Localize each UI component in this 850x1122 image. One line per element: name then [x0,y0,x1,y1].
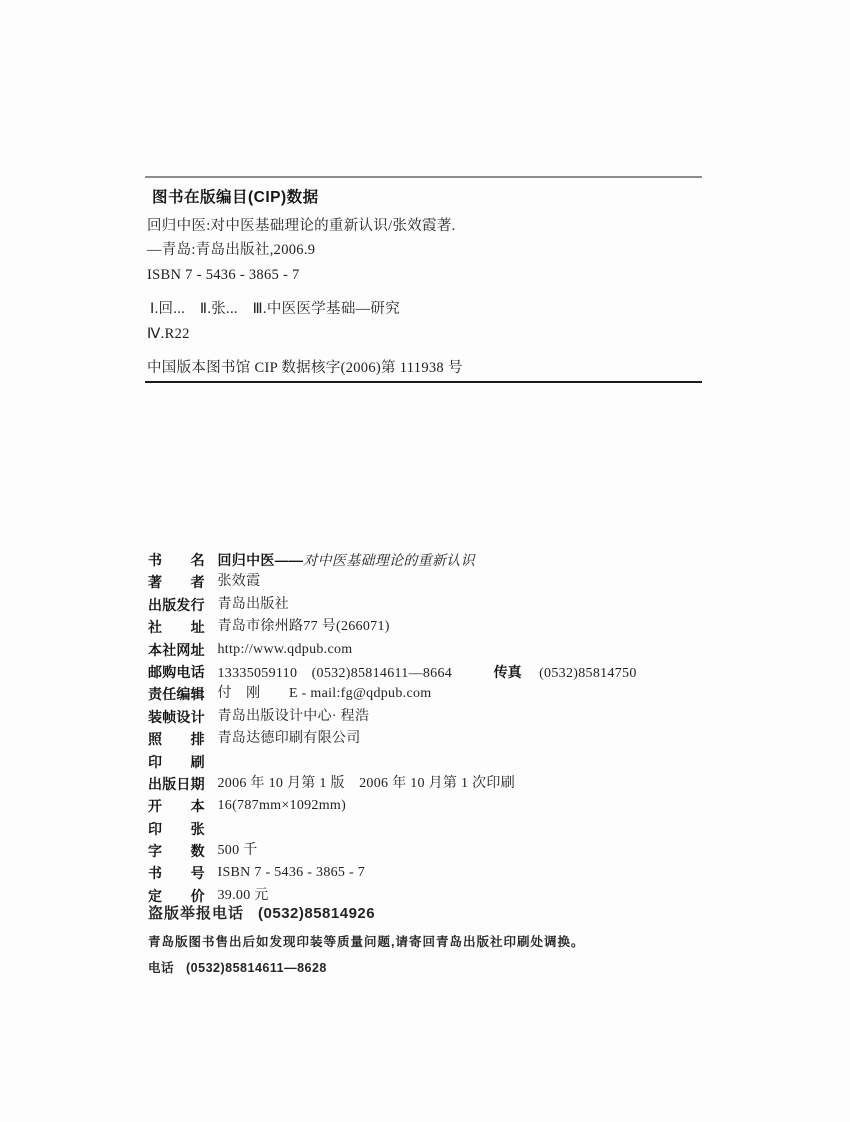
cip-heading: 图书在版编目(CIP)数据 [152,189,319,206]
row-mail-order-phone [148,661,768,683]
row-value: 39.00 元 [217,887,269,903]
row-value: ISBN 7 - 5436 - 3865 - 7 [217,865,366,881]
row-value: 13335059110 (0532)85814611—8664 [217,665,453,681]
row-value: 16(787mm×1092mm) [217,798,347,814]
row-typesetting [148,728,768,750]
row-label: 印 刷 [148,753,205,770]
piracy-hotline-line [148,902,768,923]
row-design [148,706,768,728]
row-word-count [148,840,768,862]
row-label: 本社网址 [148,641,205,658]
row-label: 社 址 [148,619,205,636]
cip-publisher-line: —青岛:青岛出版社,2006.9 [147,242,316,258]
row-address [148,616,768,638]
footer-phone-number: (0532)85814611—8628 [186,961,327,975]
top-divider-rule [145,176,702,178]
footer-phone-label: 电话 [148,961,175,975]
row-value: 2006 年 10 月第 1 版 2006 年 10 月第 1 次印刷 [217,775,515,791]
row-publisher [148,594,768,616]
row-sheets [148,818,768,840]
fax-number: (0532)85814750 [539,665,637,681]
row-book-title [148,549,768,571]
row-label: 印 张 [148,820,205,837]
row-label: 书 名 [148,552,205,568]
cip-title-line: 回归中医:对中医基础理论的重新认识/张效霞著. [147,217,456,234]
row-value: 青岛市徐州路77 号(266071) [217,619,390,635]
footer-phone-line [148,958,768,976]
cip-data-block [147,186,707,381]
row-value: 青岛出版设计中心· 程浩 [217,708,370,724]
footer-block [148,902,768,976]
cip-isbn-line: ISBN 7 - 5436 - 3865 - 7 [147,266,300,283]
row-format [148,795,768,817]
row-label: 出版日期 [148,775,205,792]
piracy-hotline-label: 盗版举报电话 [148,905,245,922]
row-value: 青岛出版社 [217,596,289,612]
row-label: 邮购电话 [148,663,205,680]
row-publication-date [148,773,768,795]
cip-index-line: Ⅰ.回... Ⅱ.张... Ⅲ.中医医学基础—研究 [150,301,401,317]
row-label: 书 号 [148,865,205,882]
publication-info-list [148,549,768,907]
book-title-main: 回归中医—— [217,552,304,568]
book-title-subtitle: 对中医基础理论的重新认识 [303,554,475,569]
row-value: 青岛达德印刷有限公司 [217,731,361,747]
cip-index-line2: Ⅳ.R22 [147,325,190,342]
bottom-divider-rule [145,381,702,383]
row-label: 照 排 [148,731,205,748]
row-author [148,571,768,593]
row-value: 张效霞 [217,574,261,590]
row-value [218,554,475,569]
row-label: 定 价 [148,887,205,904]
row-label: 出版发行 [148,596,205,613]
website-url: http://www.qdpub.com [217,641,353,657]
row-website [148,639,768,661]
row-value: 500 千 [217,843,258,859]
row-label: 字 数 [148,843,205,860]
row-printing [148,751,768,773]
piracy-hotline-number: (0532)85814926 [258,905,376,922]
row-label: 开 本 [148,798,205,815]
row-editor [148,683,768,705]
row-label: 著 者 [148,574,205,591]
row-value: 付 刚 E - mail:fg@qdpub.com [217,686,432,702]
quality-notice-line: 青岛版图书售出后如发现印装等质量问题,请寄回青岛出版社印刷处调换。 [148,935,585,949]
row-isbn [148,862,768,884]
cip-record-number-line: 中国版本图书馆 CIP 数据核字(2006)第 111938 号 [147,360,463,376]
row-label: 责任编辑 [148,686,205,703]
row-label: 装帧设计 [148,708,205,725]
fax-label: 传真 [493,663,522,680]
